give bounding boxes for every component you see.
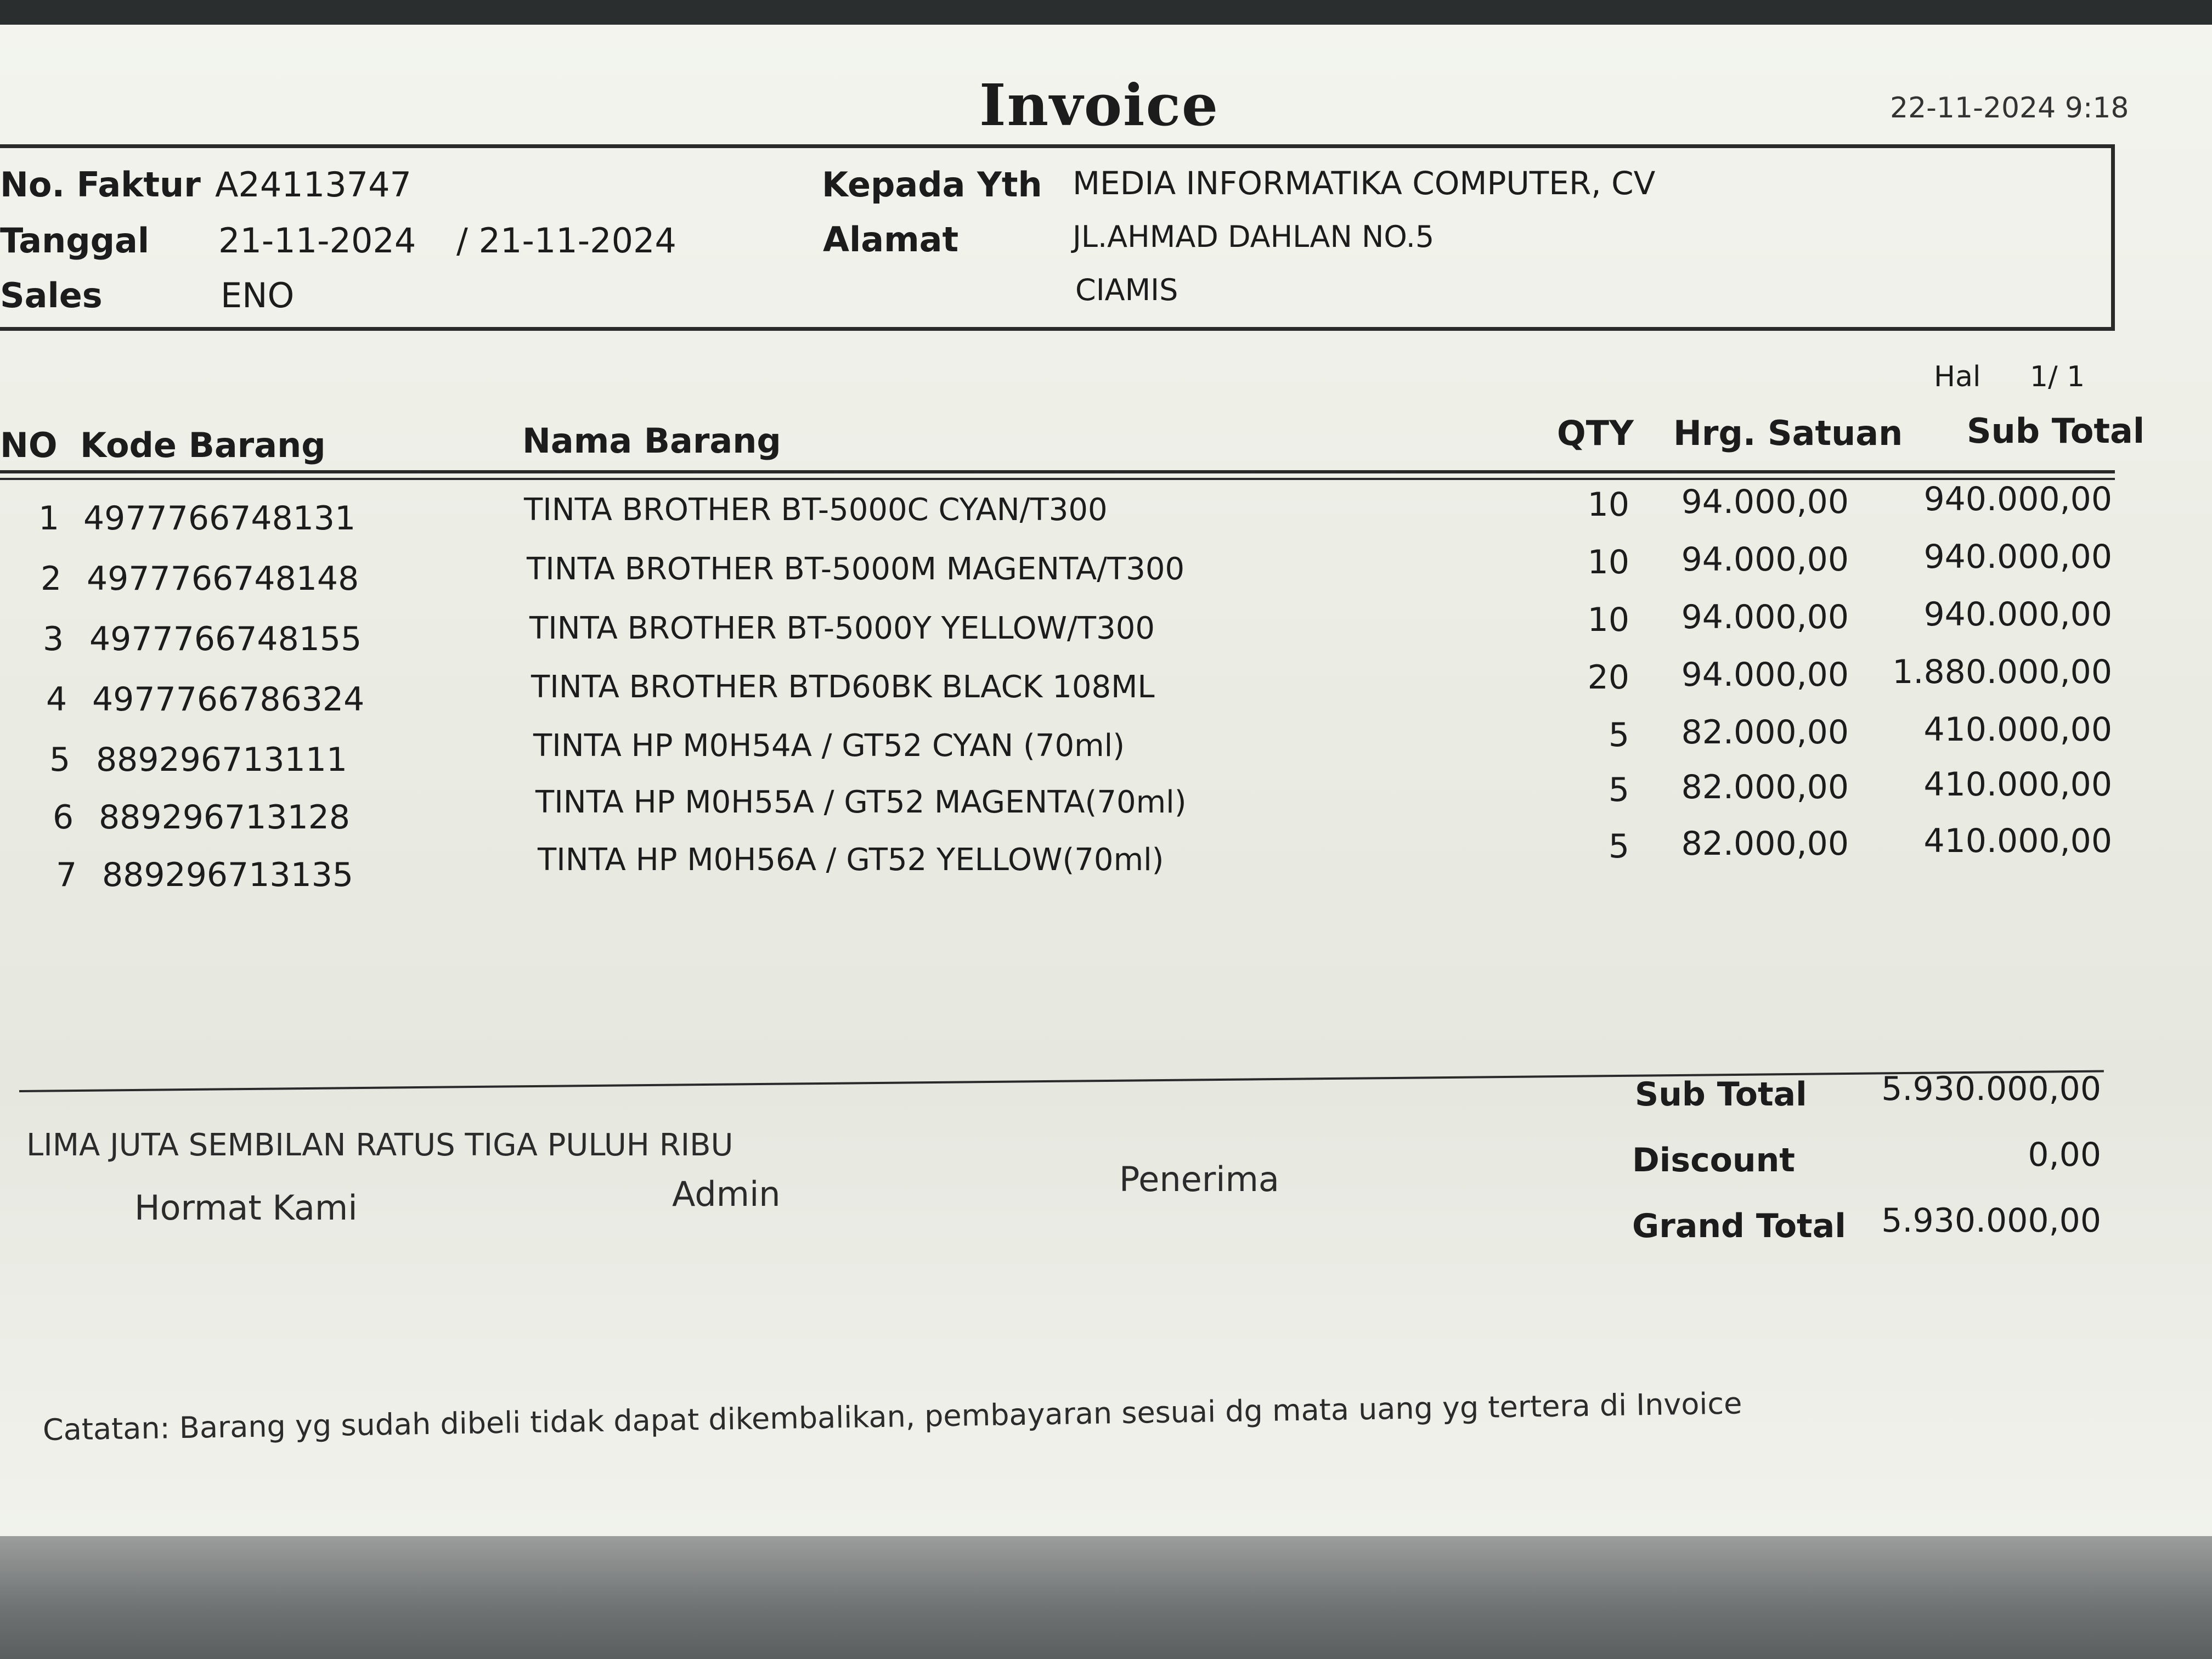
total-subtotal-label: Sub Total bbox=[1635, 1075, 1807, 1114]
kepada-value: MEDIA INFORMATIKA COMPUTER, CV bbox=[1073, 165, 1656, 202]
row-1-no: 1 bbox=[38, 499, 60, 538]
row-1-subtotal: 940.000,00 bbox=[1923, 480, 2112, 518]
discount-value: 0,00 bbox=[2028, 1136, 2101, 1174]
row-1-qty: 10 bbox=[1587, 486, 1629, 524]
alamat-line-2: CIAMIS bbox=[1075, 273, 1178, 307]
row-4-subtotal: 1.880.000,00 bbox=[1892, 653, 2112, 691]
kepada-label: Kepada Yth bbox=[822, 165, 1042, 205]
row-1-nama: TINTA BROTHER BT-5000C CYAN/T300 bbox=[524, 492, 1108, 528]
no-faktur-label: No. Faktur bbox=[0, 165, 201, 205]
col-header-nama: Nama Barang bbox=[522, 421, 781, 461]
row-5-subtotal: 410.000,00 bbox=[1923, 710, 2112, 749]
header-rule-top bbox=[0, 470, 2115, 473]
row-6-qty: 5 bbox=[1608, 771, 1629, 809]
row-3-subtotal: 940.000,00 bbox=[1923, 595, 2112, 634]
discount-label: Discount bbox=[1632, 1141, 1795, 1180]
row-2-subtotal: 940.000,00 bbox=[1923, 538, 2112, 576]
catatan-note: Catatan: Barang yg sudah dibeli tidak dapat dikembalikan, pembayaran sesuai dg mata uang yg tertera di Invoice bbox=[42, 1386, 1742, 1447]
row-4-qty: 20 bbox=[1587, 658, 1629, 697]
signature-admin: Admin bbox=[672, 1174, 781, 1214]
col-header-no: NO bbox=[0, 425, 58, 465]
row-3-kode: 4977766748155 bbox=[89, 620, 362, 658]
header-rule-bottom bbox=[0, 478, 2115, 480]
row-4-nama: TINTA BROTHER BTD60BK BLACK 108ML bbox=[531, 669, 1155, 705]
row-2-qty: 10 bbox=[1587, 543, 1629, 582]
sales-label: Sales bbox=[0, 275, 103, 315]
row-7-subtotal: 410.000,00 bbox=[1923, 822, 2112, 860]
hal-value: 1/ 1 bbox=[2030, 360, 2085, 393]
row-7-kode: 889296713135 bbox=[102, 856, 354, 894]
row-7-qty: 5 bbox=[1608, 827, 1629, 866]
row-7-nama: TINTA HP M0H56A / GT52 YELLOW(70ml) bbox=[538, 842, 1164, 878]
invoice-title: Invoice bbox=[979, 71, 1220, 139]
tanggal-label: Tanggal bbox=[0, 221, 150, 261]
row-7-no: 7 bbox=[56, 856, 77, 894]
row-6-subtotal: 410.000,00 bbox=[1923, 765, 2112, 804]
hal-label: Hal bbox=[1934, 360, 1981, 393]
alamat-line-1: JL.AHMAD DAHLAN NO.5 bbox=[1073, 219, 1435, 254]
row-6-kode: 889296713128 bbox=[99, 798, 351, 837]
row-2-no: 2 bbox=[41, 560, 62, 598]
row-4-no: 4 bbox=[46, 680, 67, 719]
row-2-harga: 94.000,00 bbox=[1681, 540, 1849, 579]
row-1-kode: 4977766748131 bbox=[83, 499, 356, 538]
row-7-harga: 82.000,00 bbox=[1681, 825, 1849, 863]
row-3-no: 3 bbox=[43, 620, 64, 658]
monitor-bezel bbox=[0, 1536, 2212, 1659]
row-3-nama: TINTA BROTHER BT-5000Y YELLOW/T300 bbox=[529, 611, 1155, 646]
col-header-subtotal: Sub Total bbox=[1967, 411, 2145, 451]
grand-total-label: Grand Total bbox=[1632, 1207, 1846, 1245]
signature-hormat-kami: Hormat Kami bbox=[134, 1188, 358, 1228]
row-5-qty: 5 bbox=[1608, 716, 1629, 754]
total-subtotal-value: 5.930.000,00 bbox=[1881, 1070, 2101, 1108]
row-2-nama: TINTA BROTHER BT-5000M MAGENTA/T300 bbox=[527, 551, 1185, 587]
col-header-harga: Hrg. Satuan bbox=[1673, 413, 1903, 453]
tanggal-value: 21-11-2024 bbox=[218, 221, 416, 261]
alamat-label: Alamat bbox=[823, 219, 959, 259]
tanggal-value-2: / 21-11-2024 bbox=[456, 221, 676, 261]
row-5-nama: TINTA HP M0H54A / GT52 CYAN (70ml) bbox=[533, 728, 1125, 764]
sales-value: ENO bbox=[221, 275, 295, 315]
col-header-kode: Kode Barang bbox=[80, 425, 326, 465]
row-5-harga: 82.000,00 bbox=[1681, 713, 1849, 752]
print-datetime: 22-11-2024 9:18 bbox=[1890, 92, 2129, 125]
col-header-qty: QTY bbox=[1557, 413, 1634, 453]
grand-total-value: 5.930.000,00 bbox=[1881, 1201, 2101, 1240]
invoice-screen bbox=[0, 25, 2212, 1542]
row-3-qty: 10 bbox=[1587, 601, 1629, 639]
signature-penerima: Penerima bbox=[1119, 1159, 1279, 1199]
row-4-kode: 4977766786324 bbox=[92, 680, 365, 719]
row-6-harga: 82.000,00 bbox=[1681, 768, 1849, 806]
row-6-nama: TINTA HP M0H55A / GT52 MAGENTA(70ml) bbox=[535, 785, 1187, 820]
row-3-harga: 94.000,00 bbox=[1681, 598, 1849, 636]
row-2-kode: 4977766748148 bbox=[87, 560, 359, 598]
row-6-no: 6 bbox=[53, 798, 74, 837]
row-5-kode: 889296713111 bbox=[96, 741, 348, 779]
row-1-harga: 94.000,00 bbox=[1681, 483, 1849, 521]
terbilang: LIMA JUTA SEMBILAN RATUS TIGA PULUH RIBU bbox=[26, 1127, 733, 1163]
row-5-no: 5 bbox=[49, 741, 71, 779]
no-faktur-value: A24113747 bbox=[215, 165, 411, 205]
row-4-harga: 94.000,00 bbox=[1681, 656, 1849, 694]
